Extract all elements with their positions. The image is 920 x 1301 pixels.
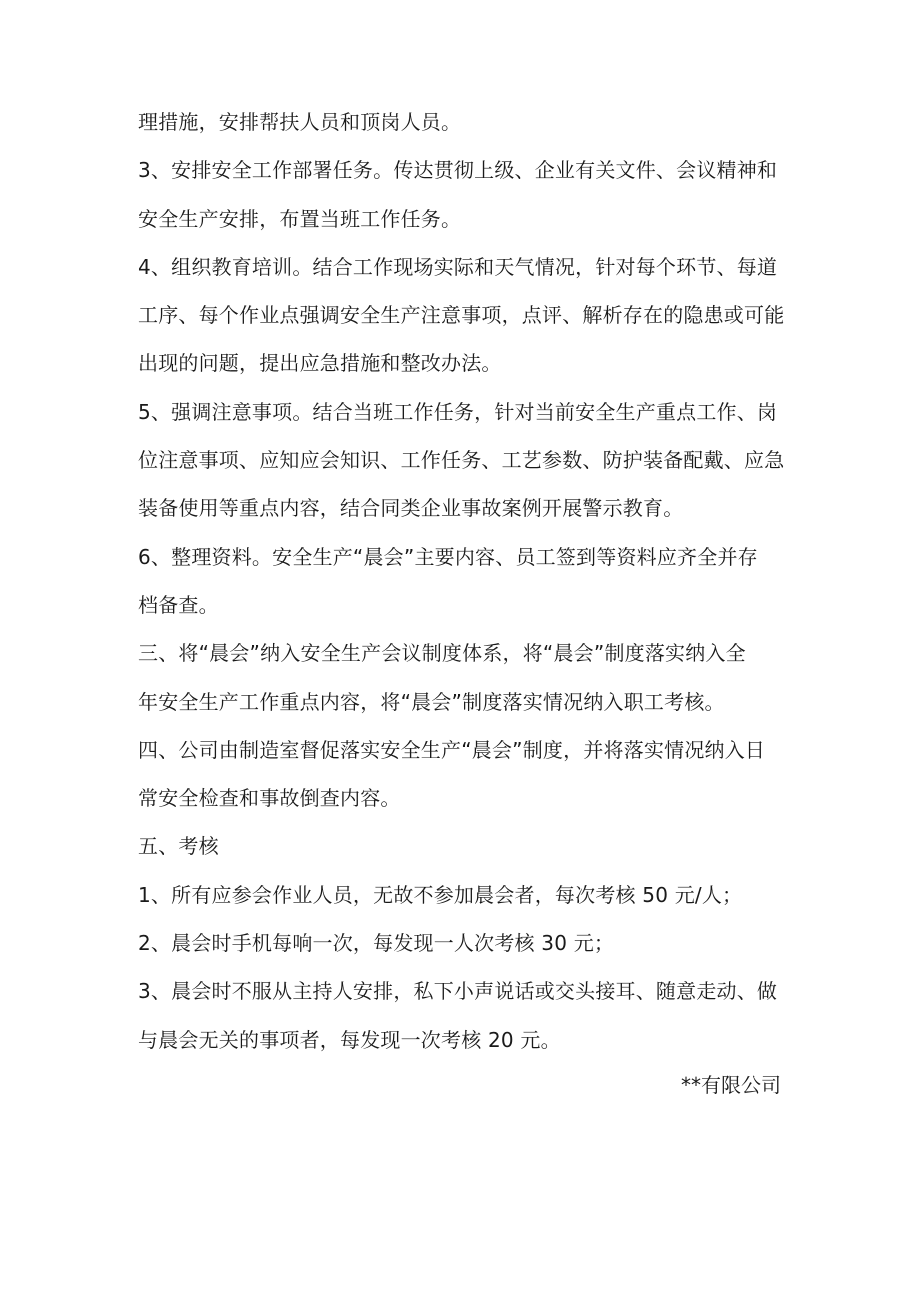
text-line-1: 理措施，安排帮扶人员和顶岗人员。 — [138, 110, 462, 134]
text-line-5: 工序、每个作业点强调安全生产注意事项，点评、解析存在的隐患或可能 — [138, 303, 785, 328]
text-line-9: 装备使用等重点内容，结合同类企业事故案例开展警示教育。 — [138, 496, 684, 521]
text-line-15: 常安全检查和事故倒查内容。 — [138, 786, 401, 811]
company-signature: **有限公司 — [681, 1073, 781, 1097]
text-line-17: 1、所有应参会作业人员，无故不参加晨会者，每次考核 50 元/人； — [138, 882, 743, 907]
text-line-20: 与晨会无关的事项者，每发现一次考核 20 元。 — [138, 1027, 561, 1052]
text-line-11: 档备查。 — [138, 592, 219, 617]
text-line-6: 出现的问题，提出应急措施和整改办法。 — [138, 351, 502, 376]
section-heading-assessment: 五、考核 — [138, 834, 219, 859]
text-line-19: 3、晨会时不服从主持人安排，私下小声说话或交头接耳、随意走动、做 — [138, 979, 778, 1004]
text-line-18: 2、晨会时手机每响一次，每发现一人次考核 30 元； — [138, 931, 615, 956]
text-line-8: 位注意事项、应知应会知识、工作任务、工艺参数、防护装备配戴、应急 — [138, 448, 785, 473]
text-line-13: 年安全生产工作重点内容，将“晨会”制度落实情况纳入职工考核。 — [138, 689, 725, 714]
text-line-4: 4、组织教育培训。结合工作现场实际和天气情况，针对每个环节、每道 — [138, 254, 778, 279]
text-line-12: 三、将“晨会”纳入安全生产会议制度体系，将“晨会”制度落实纳入全 — [138, 641, 746, 666]
text-line-7: 5、强调注意事项。结合当班工作任务，针对当前安全生产重点工作、岗 — [138, 399, 778, 424]
text-line-10: 6、整理资料。安全生产“晨会”主要内容、员工签到等资料应齐全并存 — [138, 544, 758, 569]
document-body — [138, 110, 783, 1076]
text-line-3: 安全生产安排，布置当班工作任务。 — [138, 206, 462, 231]
text-line-14: 四、公司由制造室督促落实安全生产“晨会”制度，并将落实情况纳入日 — [138, 737, 766, 762]
text-line-2: 3、安排安全工作部署任务。传达贯彻上级、企业有关文件、会议精神和 — [138, 158, 778, 183]
